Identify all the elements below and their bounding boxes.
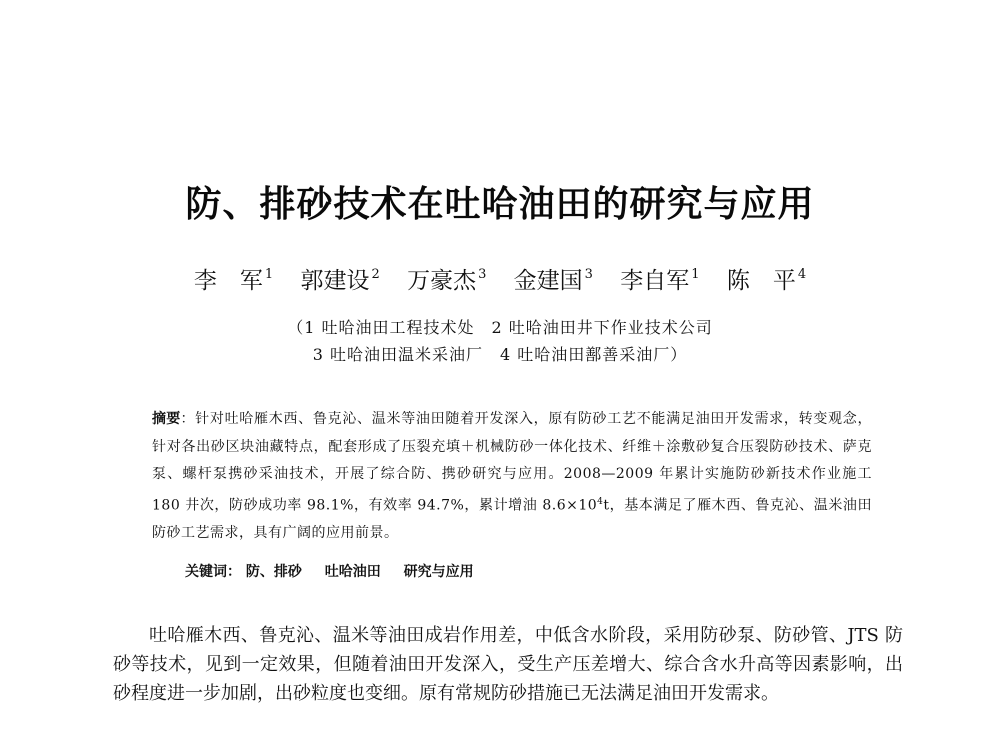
author-affiliation-mark: 3 <box>584 267 593 282</box>
author-affiliation-mark: 2 <box>371 267 380 282</box>
author <box>194 268 273 294</box>
author-name: 金建国 <box>513 268 583 294</box>
abstract-label: 摘要 <box>152 411 181 427</box>
paper-title: 防、排砂技术在吐哈油田的研究与应用 <box>185 184 815 225</box>
abstract-text-part-1: ：针对吐哈雁木西、鲁克沁、温米等油田随着开发深入，原有防砂工艺不能满足油田开发需求，转变观念，针对各出砂区块油藏特点，配套形成了压裂充填＋机械防砂一体化技术、纤维＋涂敷砂复合压裂防砂技术、萨克泵、螺杆泵携砂采油技术，开展了综合防、携砂研究与应用。2008—2009 年累计实施防砂新技术作业施工 180 井次，防砂成功率 98.1%，有效率 94.7%，累计增油 8.6×10 <box>152 411 872 514</box>
author-name: 李 军 <box>193 268 263 294</box>
abstract <box>152 406 872 547</box>
abstract-text-part-2: t，基本满足了雁木西、鲁克沁、温米油田防砂工艺需求，具有广阔的应用前景。 <box>152 497 873 541</box>
affiliation-line-2: 3 吐哈油田温米采油厂 4 吐哈油田鄯善采油厂） <box>312 345 688 364</box>
author-name: 陈 平 <box>726 268 796 294</box>
abstract-exponent: 4 <box>597 496 604 507</box>
keyword: 防、排砂 <box>245 564 302 580</box>
author-affiliation-mark: 1 <box>264 267 274 282</box>
author-affiliation-mark: 1 <box>691 267 700 282</box>
author <box>727 268 806 294</box>
author-name: 万豪杰 <box>407 268 477 294</box>
keywords <box>185 561 492 581</box>
author <box>407 268 486 294</box>
author-name: 郭建设 <box>300 268 370 294</box>
author-name: 李自军 <box>620 268 690 294</box>
author-affiliation-mark: 3 <box>478 267 487 282</box>
keywords-label: 关键词： <box>185 564 241 580</box>
author-affiliation-mark: 4 <box>797 267 807 282</box>
author-list <box>0 262 1000 295</box>
author <box>620 268 699 294</box>
body-paragraph: 吐哈雁木西、鲁克沁、温米等油田成岩作用差，中低含水阶段，采用防砂泵、防砂管、JTS 防砂等技术，见到一定效果，但随着油田开发深入，受生产压差增大、综合含水升高等因素影响，出砂程度进一步加剧，出砂粒度也变细。原有常规防砂措施已无法满足油田开发需求。 <box>113 625 903 704</box>
author <box>300 268 379 294</box>
author <box>514 268 593 294</box>
keyword: 吐哈油田 <box>324 564 381 580</box>
keyword: 研究与应用 <box>403 564 474 580</box>
affiliation-line-1: （1 吐哈油田工程技术处 2 吐哈油田井下作业技术公司 <box>287 318 713 337</box>
